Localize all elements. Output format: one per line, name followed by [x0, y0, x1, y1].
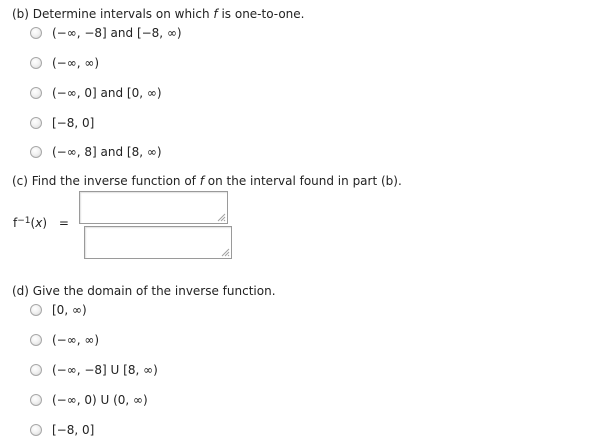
part-c-heading-prefix: (c) Find the inverse function of — [12, 174, 200, 188]
part-b-option-3[interactable] — [30, 84, 162, 102]
radio-button[interactable] — [30, 27, 42, 39]
part-b-heading-var: f — [213, 7, 218, 21]
radio-button[interactable] — [30, 57, 42, 69]
inverse-function-label — [13, 216, 69, 230]
option-label: [−8, 0] — [52, 116, 95, 130]
part-c-heading — [12, 174, 402, 188]
inverse-label-x: x — [35, 216, 43, 230]
part-d-option-4[interactable] — [30, 391, 148, 409]
option-label: [−8, 0] — [52, 423, 95, 437]
radio-button[interactable] — [30, 304, 42, 316]
radio-button[interactable] — [30, 394, 42, 406]
part-b-heading-prefix: (b) Determine intervals on which — [12, 7, 214, 21]
radio-button[interactable] — [30, 87, 42, 99]
part-d-option-3[interactable] — [30, 361, 158, 379]
radio-button[interactable] — [30, 334, 42, 346]
option-label: (−∞, ∞) — [52, 333, 100, 347]
part-b-option-1[interactable] — [30, 24, 182, 42]
resize-grip-icon[interactable] — [221, 248, 230, 257]
radio-button[interactable] — [30, 364, 42, 376]
inverse-label-f: f — [13, 216, 18, 230]
radio-button[interactable] — [30, 117, 42, 129]
option-label: [0, ∞) — [52, 303, 87, 317]
option-label: (−∞, ∞) — [52, 56, 100, 70]
part-d-option-2[interactable] — [30, 331, 99, 349]
part-c-heading-suffix: on the interval found in part (b). — [203, 174, 402, 188]
option-label: (−∞, 0) U (0, ∞) — [52, 393, 148, 407]
part-b-option-2[interactable] — [30, 54, 99, 72]
inverse-label-open-paren: ( — [30, 216, 36, 230]
resize-grip-icon[interactable] — [217, 213, 226, 222]
part-d-heading: (d) Give the domain of the inverse function. — [12, 284, 276, 298]
part-b-heading-suffix: is one-to-one. — [217, 7, 305, 21]
radio-button[interactable] — [30, 146, 42, 158]
part-b-option-5[interactable] — [30, 143, 162, 161]
option-label: (−∞, 8] and [8, ∞) — [52, 145, 162, 159]
option-label: (−∞, −8] and [−8, ∞) — [52, 26, 182, 40]
denominator-answer-box[interactable] — [84, 226, 232, 259]
part-d-option-1[interactable] — [30, 301, 87, 319]
inverse-label-equals: = — [58, 216, 69, 230]
option-label: (−∞, 0] and [0, ∞) — [52, 86, 162, 100]
radio-button[interactable] — [30, 424, 42, 436]
part-d-option-5[interactable] — [30, 421, 94, 439]
numerator-answer-box[interactable] — [79, 191, 228, 224]
inverse-label-exponent: −1 — [17, 216, 31, 226]
part-c-heading-var: f — [199, 174, 204, 188]
part-b-option-4[interactable] — [30, 114, 94, 132]
part-b-heading — [12, 7, 304, 21]
inverse-label-close-paren: ) — [42, 216, 47, 230]
option-label: (−∞, −8] U [8, ∞) — [52, 363, 158, 377]
